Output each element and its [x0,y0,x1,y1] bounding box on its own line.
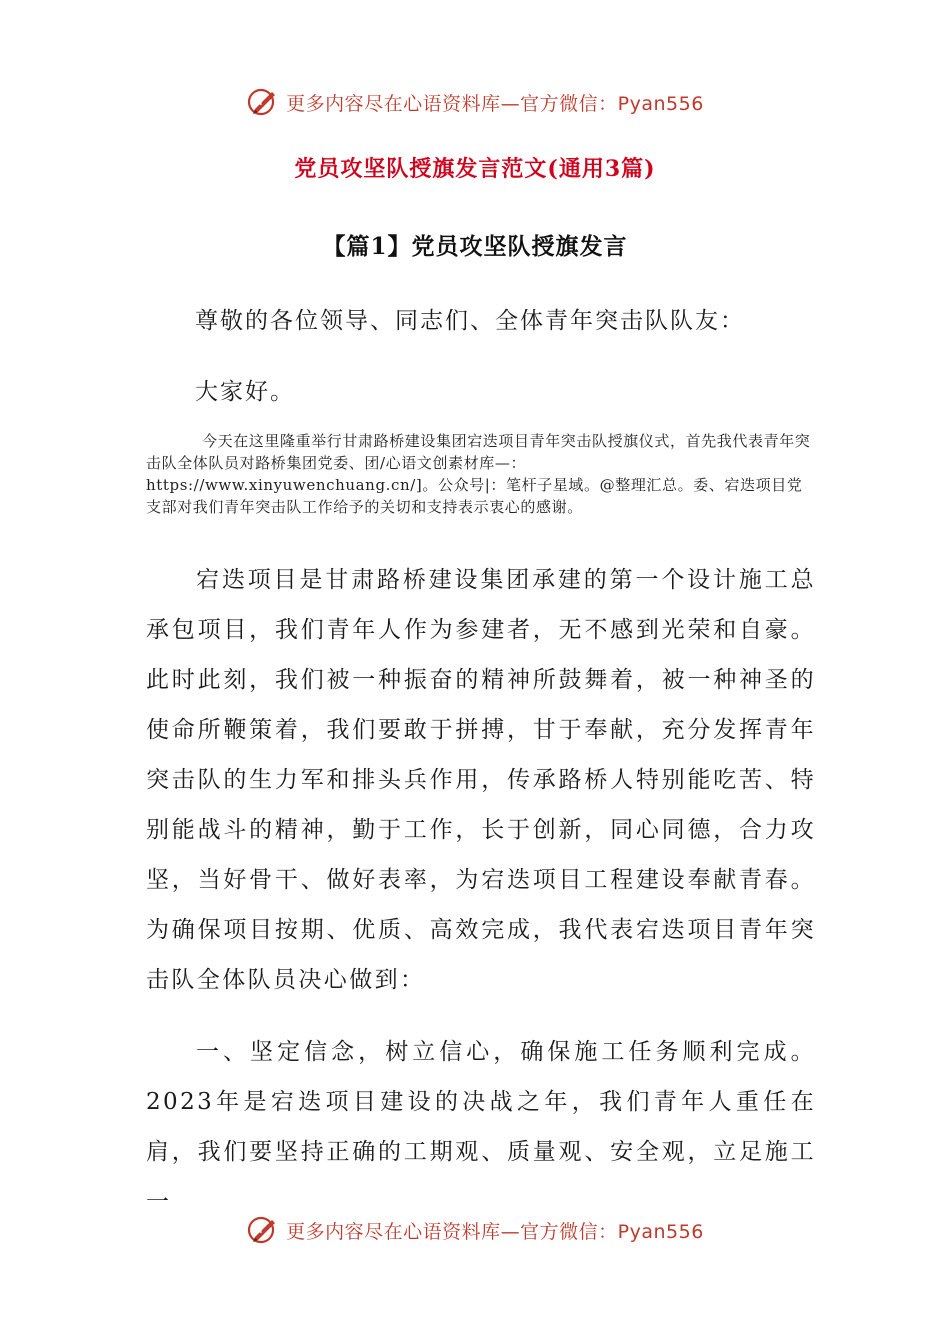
banner-text: 更多内容尽在心语资料库—官方微信：Pyan556 [286,92,704,115]
pen-logo-icon [246,1213,280,1247]
small-paragraph-text: 今天在这里隆重举行甘肃路桥建设集团宕迭项目青年突击队授旗仪式，首先我代表青年突击队全体队员对路桥集团党委、团/心语文创素材库—：https://www.xinyuwenchuang.cn/]。公众号|：笔杆子星域。@整理汇总。委、宕迭项目党支部对我们青年突击队工作给予的关切和支持表示衷心的感谢。 [146,432,811,516]
banner-text: 更多内容尽在心语资料库—官方微信：Pyan556 [286,1220,704,1243]
body-paragraph-1 [146,555,816,1005]
pen-logo-icon [246,85,280,119]
header-banner [0,82,950,122]
body-paragraph-2 [146,1027,816,1227]
document-title: 党员攻坚队授旗发言范文(通用3篇) [294,156,656,182]
small-paragraph [146,430,816,518]
salutation: 尊敬的各位领导、同志们、全体青年突击队队友： [195,308,745,334]
section-title: 【篇1】党员攻坚队授旗发言 [322,233,628,260]
footer-banner [0,1210,950,1250]
paragraph-1-text: 宕迭项目是甘肃路桥建设集团承建的第一个设计施工总承包项目，我们青年人作为参建者，无不感到光荣和自豪。此时此刻，我们被一种振奋的精神所鼓舞着，被一种神圣的使命所鞭策着，我们要敢于拼搏，甘于奉献，充分发挥青年突击队的生力军和排头兵作用，传承路桥人特别能吃苦、特别能战斗的精神，勤于工作，长于创新，同心同德，合力攻坚，当好骨干、做好表率，为宕迭项目工程建设奉献青春。为确保项目按期、优质、高效完成，我代表宕迭项目青年突击队全体队员决心做到： [146,567,816,993]
greeting: 大家好。 [195,379,295,405]
paragraph-2-text: 一、坚定信念，树立信心，确保施工任务顺利完成。2023年是宕迭项目建设的决战之年，我们青年人重任在肩，我们要坚持正确的工期观、质量观、安全观，立足施工一 [146,1039,816,1215]
